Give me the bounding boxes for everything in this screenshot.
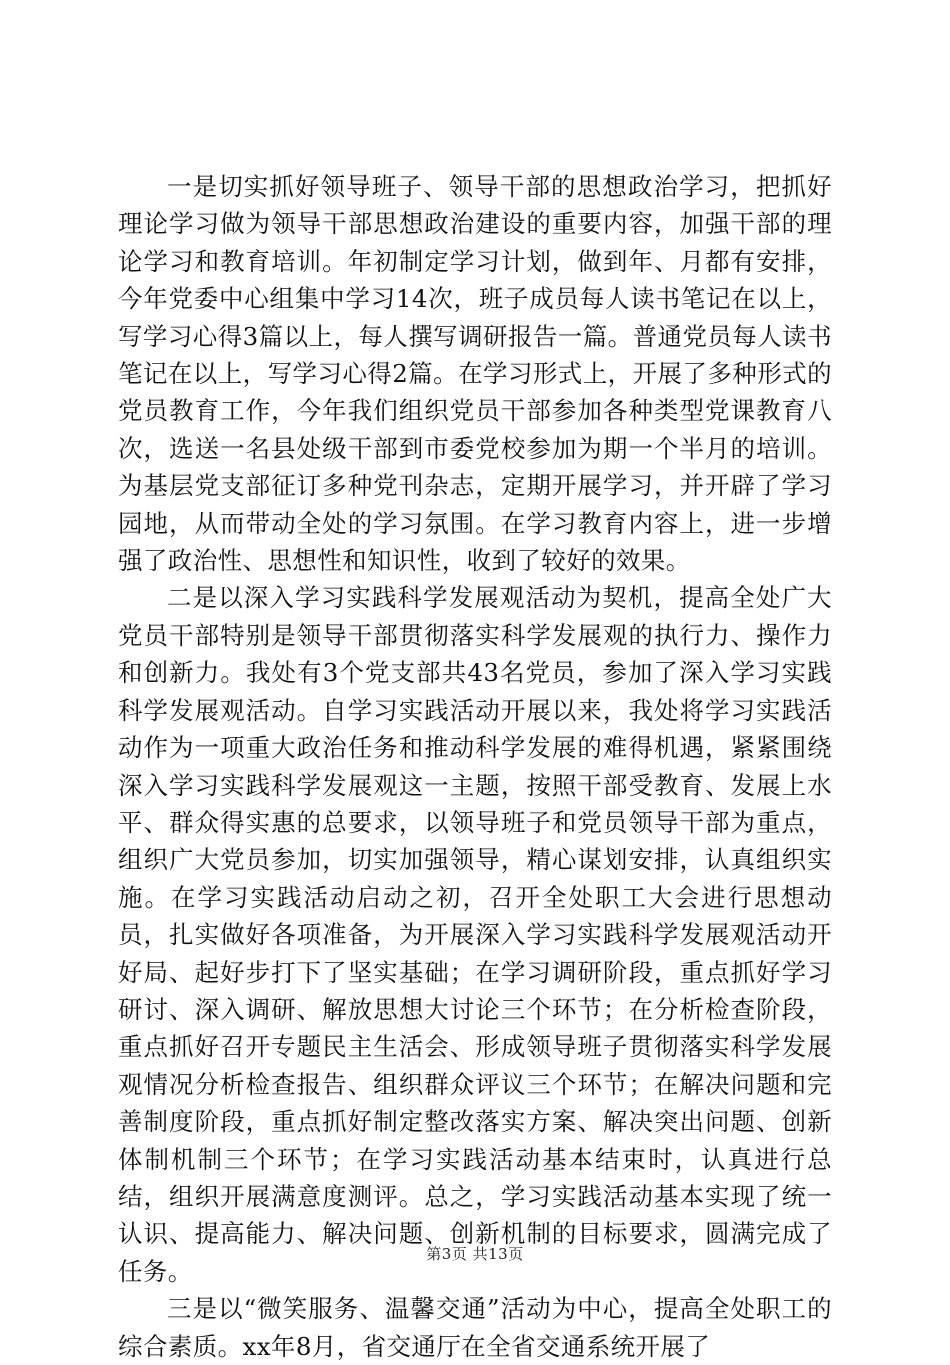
paragraph-1: 一是切实抓好领导班子、领导干部的思想政治学习，把抓好理论学习做为领导干部思想政治建设的重要内容，加强干部的理论学习和教育培训。年初制定学习计划，做到年、月都有安排，今年党委中心组集中学习14次，班子成员每人读书笔记在以上，写学习心得3篇以上，每人撰写调研报告一篇。普通党员每人读书笔记在以上，写学习心得2篇。在学习形式上，开展了多种形式的党员教育工作，今年我们组织党员干部参加各种类型党课教育八次，选送一名县处级干部到市委党校参加为期一个半月的培训。为基层党支部征订多种党刊杂志，定期开展学习，并开辟了学习园地，从而带动全处的学习氛围。在学习教育内容上，进一步增强了政治性、思想性和知识性，收到了较好的效果。 (118, 172, 832, 576)
paragraph-3: 三是以“微笑服务、温馨交通”活动为中心，提高全处职工的综合素质。xx年8月，省交通厅在全省交通系统开展了 (118, 1294, 832, 1361)
paragraph-2: 二是以深入学习实践科学发展观活动为契机，提高全处广大党员干部特别是领导干部贯彻落实科学发展观的执行力、操作力和创新力。我处有3个党支部共43名党员，参加了深入学习实践科学发展观活动。自学习实践活动开展以来，我处将学习实践活动作为一项重大政治任务和推动科学发展的难得机遇，紧紧围绕深入学习实践科学发展观这一主题，按照干部受教育、发展上水平、群众得实惠的总要求，以领导班子和党员领导干部为重点，组织广大党员参加，切实加强领导，精心谋划安排，认真组织实施。在学习实践活动启动之初，召开全处职工大会进行思想动员，扎实做好各项准备，为开展深入学习实践科学发展观活动开好局、起好步打下了坚实基础；在学习调研阶段，重点抓好学习研讨、深入调研、解放思想大讨论三个环节；在分析检查阶段，重点抓好召开专题民主生活会、形成领导班子贯彻落实科学发展观情况分析检查报告、组织群众评议三个环节；在解决问题和完善制度阶段，重点抓好制定整改落实方案、解决突出问题、创新体制机制三个环节；在学习实践活动基本结束时，认真进行总结，组织开展满意度测评。总之，学习实践活动基本实现了统一认识、提高能力、解决问题、创新机制的目标要求，圆满完成了任务。 (118, 583, 832, 1286)
document-body (118, 168, 832, 1365)
page-footer: 第3页 共13页 (426, 1245, 524, 1263)
